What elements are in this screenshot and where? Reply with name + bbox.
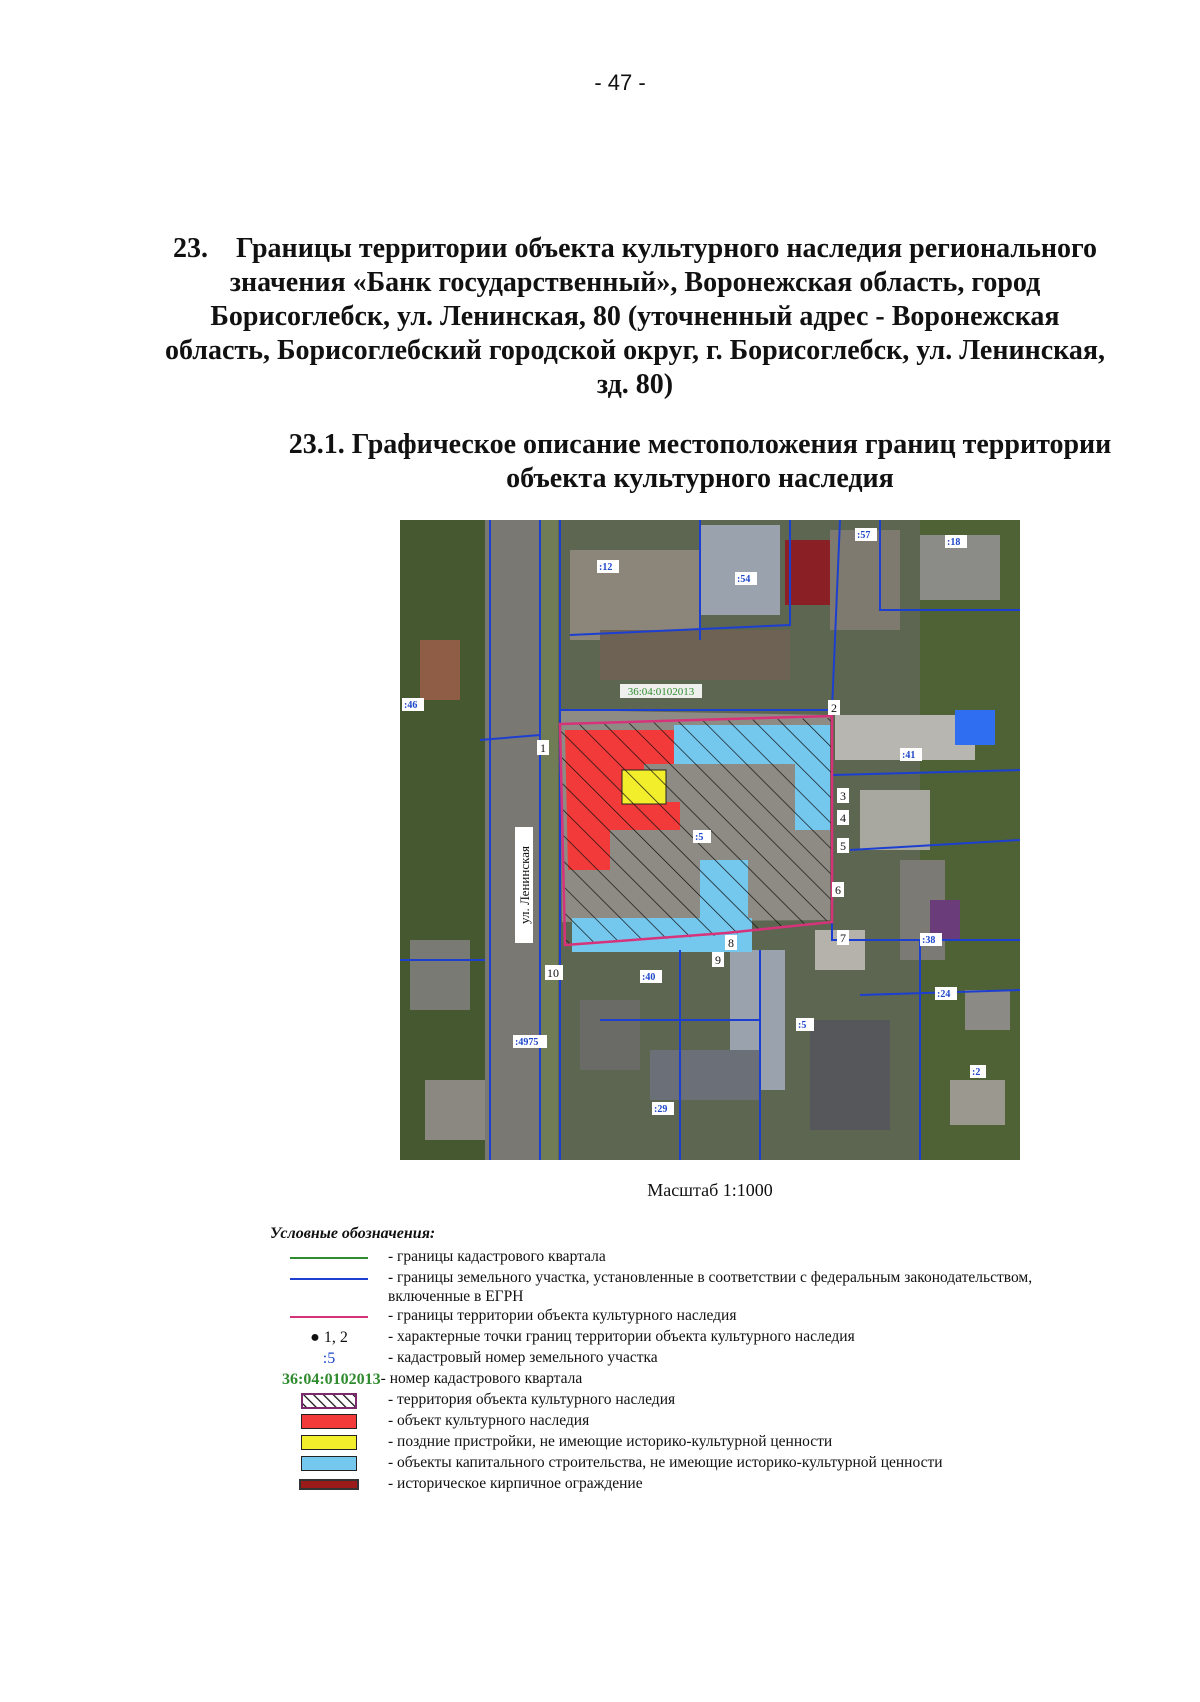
- parcel-label: :2: [972, 1067, 981, 1078]
- legend-text: - границы кадастрового квартала: [388, 1248, 606, 1265]
- legend-text: - границы территории объекта культурного наследия: [388, 1307, 737, 1324]
- pink-line-icon: [290, 1316, 368, 1318]
- yellow-box-icon: [301, 1435, 357, 1450]
- blue-line-icon: [290, 1278, 368, 1280]
- trees-west: [400, 520, 485, 1160]
- legend-item-fence: [270, 1474, 1090, 1495]
- legend: [270, 1225, 1090, 1495]
- point-label: 1: [540, 741, 546, 755]
- quarter-number-label: [620, 684, 702, 698]
- parcel-label: :38: [922, 935, 936, 946]
- parcel-label: :29: [654, 1104, 668, 1115]
- point-label: 4: [840, 811, 846, 825]
- legend-item-non-heritage: [270, 1453, 1090, 1474]
- parcel-label: :57: [857, 530, 871, 541]
- legend-text: - территория объекта культурного наследия: [388, 1391, 676, 1408]
- legend-item-points: [270, 1327, 1090, 1348]
- legend-text: - кадастровый номер земельного участка: [388, 1349, 658, 1366]
- legend-item-territory: [270, 1390, 1090, 1411]
- parcel-label: :41: [902, 750, 916, 761]
- quarter-number-text: 36:04:0102013: [627, 686, 695, 698]
- street-label: [515, 827, 533, 943]
- legend-text: - историческое кирпичное ограждение: [388, 1475, 643, 1492]
- legend-title: Условные обозначения:: [270, 1225, 436, 1242]
- parcel-label: :12: [599, 562, 613, 573]
- legend-text: - границы земельного участка, установленные в соответствии с федеральным законодательством, включенные в ЕГРН: [388, 1269, 1033, 1305]
- legend-text: - объекты капитального строительства, не имеющие историко-культурной ценности: [388, 1454, 943, 1471]
- legend-item-heritage-object: [270, 1411, 1090, 1432]
- legend-item-quarter-number: [270, 1369, 1090, 1390]
- legend-item-cadastral-number: [270, 1348, 1090, 1369]
- point-label: 5: [840, 839, 846, 853]
- street-label-text: ул. Ленинская: [517, 846, 532, 924]
- fence-icon: [299, 1479, 359, 1490]
- legend-text: - номер кадастрового квартала: [380, 1370, 583, 1387]
- legend-text: - поздние пристройки, не имеющие историко-культурной ценности: [388, 1433, 833, 1450]
- parcel-label: :40: [642, 972, 656, 983]
- parcel-label: :5: [695, 832, 704, 843]
- map-scale: Масштаб 1:1000: [647, 1180, 773, 1200]
- point-label: 3: [840, 789, 846, 803]
- site-map: [400, 520, 1020, 1160]
- street-verge: [540, 520, 558, 1160]
- section-title: 23. Границы территории объекта культурного наследия регионального значения «Банк государственный», Воронежская область, город Борисоглебск, ул. Ленинская, 80 (уточненный адрес - Воронежская область, Борисоглебский городской округ, г. Борисоглебск, ул. Ленинская, зд. 80): [164, 233, 1106, 400]
- legend-item-heritage-boundary: [270, 1306, 1090, 1327]
- blue-box-icon: [301, 1456, 357, 1471]
- legend-item-parcel-boundary: [270, 1268, 1090, 1306]
- legend-item-late-additions: [270, 1432, 1090, 1453]
- parcel-label: :4975: [515, 1037, 539, 1048]
- hatch-box-icon: [301, 1393, 357, 1409]
- section-subtitle: 23.1. Графическое описание местоположения границ территории объекта культурного наследия: [288, 429, 1112, 494]
- parcel-label: :24: [937, 989, 951, 1000]
- parcel-label: :5: [798, 1020, 807, 1031]
- page-number: - 47 -: [594, 70, 646, 95]
- red-box-icon: [301, 1414, 357, 1429]
- parcel-label: :46: [404, 700, 418, 711]
- point-label: 7: [840, 931, 846, 945]
- legend-text: - характерные точки границ территории объекта культурного наследия: [388, 1328, 855, 1345]
- point-label: 9: [715, 953, 721, 967]
- legend-item-quarter-boundary: [270, 1247, 1090, 1268]
- green-line-icon: [290, 1257, 368, 1259]
- parcel-label: :18: [947, 537, 961, 548]
- points-symbol: ● 1, 2: [310, 1328, 348, 1346]
- parcel-label: :54: [737, 574, 751, 585]
- point-label: 6: [835, 883, 841, 897]
- map-svg: [400, 520, 1020, 1160]
- quarter-number-symbol: 36:04:0102013: [282, 1370, 381, 1388]
- legend-text: - объект культурного наследия: [388, 1412, 590, 1429]
- cadastral-number-symbol: :5: [322, 1349, 336, 1367]
- point-label: 2: [831, 701, 837, 715]
- point-label: 10: [547, 966, 559, 980]
- point-label: 8: [728, 936, 734, 950]
